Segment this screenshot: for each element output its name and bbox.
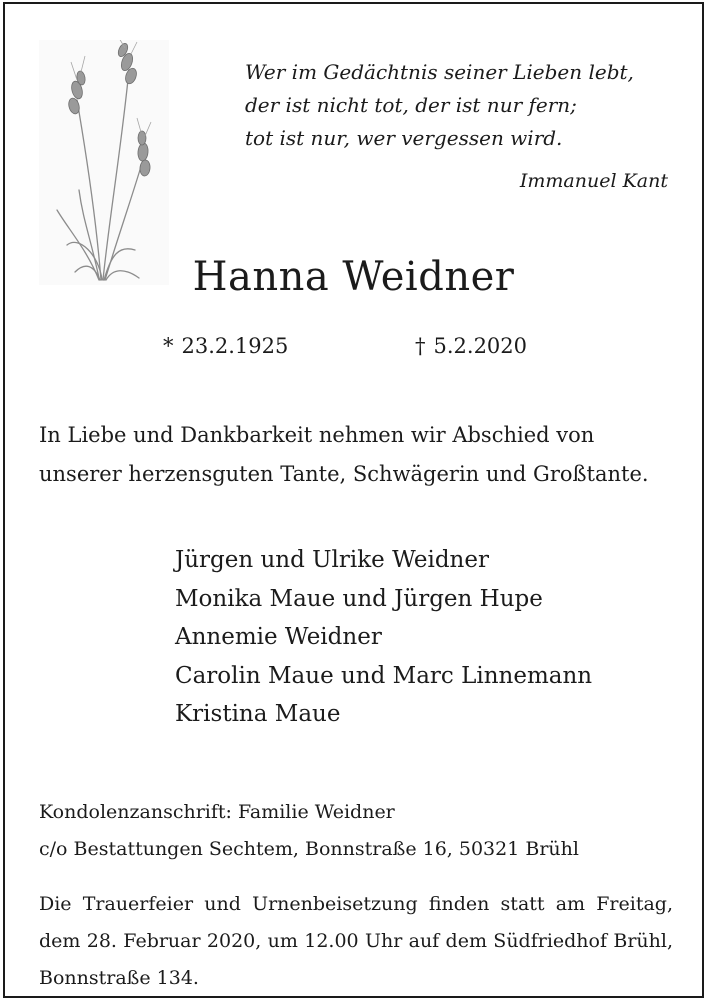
birth-date bbox=[163, 334, 288, 358]
mourner-name: Jürgen und Ulrike Weidner bbox=[175, 547, 489, 573]
quote-line: Wer im Gedächtnis seiner Lieben lebt, bbox=[245, 60, 634, 84]
mourner-name: Monika Maue und Jürgen Hupe bbox=[175, 585, 543, 612]
quote-line: der ist nicht tot, der ist nur fern; bbox=[245, 93, 577, 117]
condolence-line: Kondolenzanschrift: Familie Weidner bbox=[39, 801, 395, 823]
death-cross-icon: † bbox=[415, 334, 426, 358]
funeral-service-info: Die Trauerfeier und Urnenbeisetzung finden statt am Freitag, dem 28. Februar 2020, um 12.00 Uhr auf dem Südfriedhof Brühl, Bonnstraße 134. bbox=[39, 893, 673, 989]
deceased-name: Hanna Weidner bbox=[192, 254, 515, 300]
condolence-address bbox=[39, 794, 679, 868]
birth-star-icon: * bbox=[163, 334, 174, 358]
death-date bbox=[415, 334, 527, 358]
quote-author: Immanuel Kant bbox=[519, 170, 668, 192]
mourner-name: Carolin Maue und Marc Linnemann bbox=[175, 662, 593, 689]
obituary-notice bbox=[3, 2, 704, 998]
condolence-line: c/o Bestattungen Sechtem, Bonnstraße 16, 50321 Brühl bbox=[39, 838, 579, 860]
mourner-name: Annemie Weidner bbox=[175, 624, 382, 650]
mourner-name: Kristina Maue bbox=[175, 701, 341, 727]
quote-line: tot ist nur, wer vergessen wird. bbox=[245, 126, 563, 150]
mourners-list bbox=[175, 541, 695, 734]
farewell-message: In Liebe und Dankbarkeit nehmen wir Abschied von unserer herzensguten Tante, Schwägerin und Großtante. bbox=[39, 423, 649, 486]
wheat-illustration bbox=[39, 40, 169, 285]
birth-date-value: 23.2.1925 bbox=[181, 334, 289, 358]
death-date-value: 5.2.2020 bbox=[433, 334, 528, 358]
epitaph-quote bbox=[245, 56, 685, 155]
